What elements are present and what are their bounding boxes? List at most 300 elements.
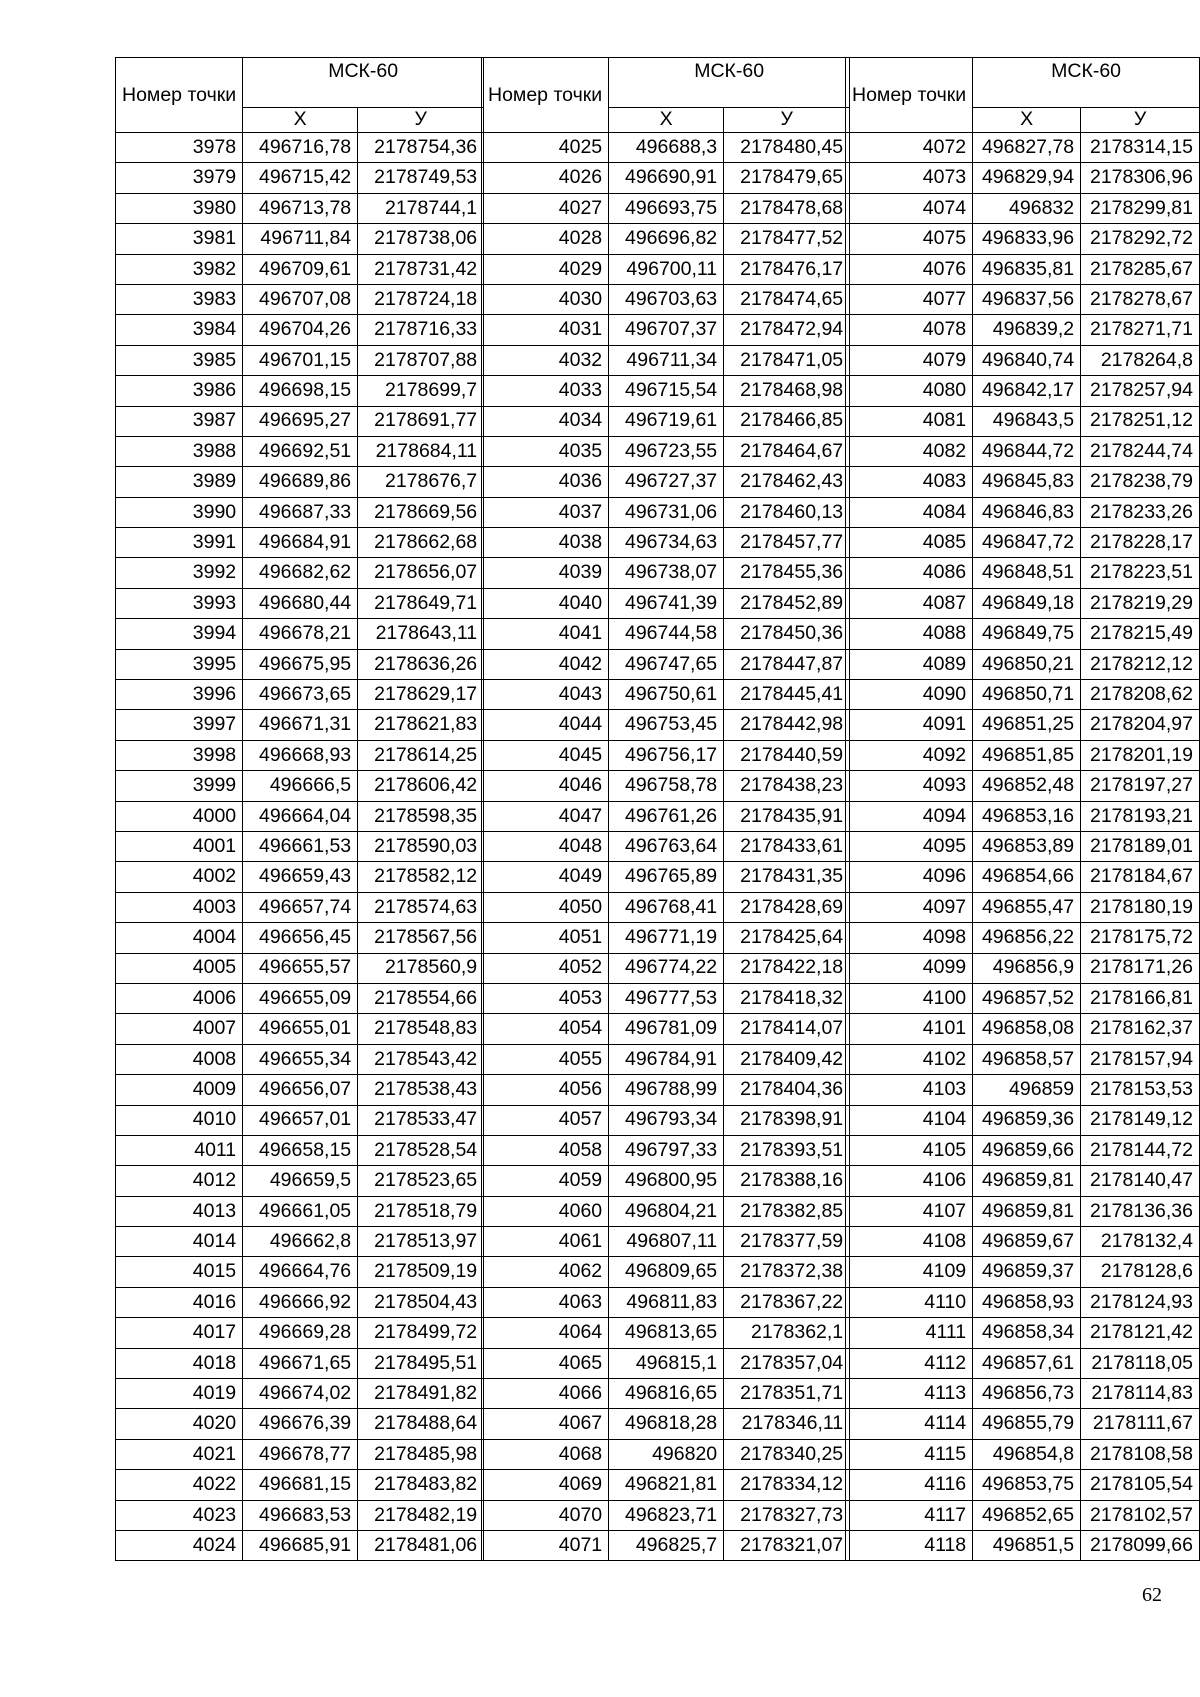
point-number-cell: 4048 (482, 831, 609, 861)
table-row (846, 1318, 1200, 1348)
point-number-cell: 4070 (482, 1500, 609, 1530)
point-number-cell: 3983 (116, 284, 243, 314)
table-body (482, 133, 850, 1561)
point-number-cell: 4005 (116, 953, 243, 983)
point-number-cell: 4077 (846, 284, 973, 314)
x-coordinate-cell: 496857,52 (973, 983, 1081, 1013)
table-row (482, 1196, 850, 1226)
x-coordinate-cell: 496857,61 (973, 1348, 1081, 1378)
y-coordinate-cell: 2178393,51 (724, 1135, 850, 1165)
x-coordinate-cell: 496765,89 (609, 862, 724, 892)
table-row (116, 953, 484, 983)
y-coordinate-cell: 2178102,57 (1081, 1500, 1200, 1530)
table-row (116, 892, 484, 922)
table-row (846, 193, 1200, 223)
x-coordinate-cell: 496846,83 (973, 497, 1081, 527)
point-number-cell: 4114 (846, 1409, 973, 1439)
x-coordinate-cell: 496837,56 (973, 284, 1081, 314)
point-number-cell: 4015 (116, 1257, 243, 1287)
table-row (116, 1318, 484, 1348)
table-row (482, 1135, 850, 1165)
point-number-cell: 4095 (846, 831, 973, 861)
y-coordinate-cell: 2178404,36 (724, 1075, 850, 1105)
x-coordinate-cell: 496680,44 (243, 588, 358, 618)
point-number-cell: 4091 (846, 710, 973, 740)
point-number-cell: 4065 (482, 1348, 609, 1378)
table-row (846, 315, 1200, 345)
point-number-cell: 4069 (482, 1470, 609, 1500)
table-row (116, 1439, 484, 1469)
x-coordinate-cell: 496839,2 (973, 315, 1081, 345)
x-coordinate-cell: 496854,66 (973, 862, 1081, 892)
table-row (482, 983, 850, 1013)
x-coordinate-cell: 496707,08 (243, 284, 358, 314)
y-coordinate-cell: 2178251,12 (1081, 406, 1200, 436)
point-number-cell: 4068 (482, 1439, 609, 1469)
x-coordinate-cell: 496698,15 (243, 376, 358, 406)
x-coordinate-cell: 496849,75 (973, 619, 1081, 649)
y-coordinate-cell: 2178382,85 (724, 1196, 850, 1226)
y-coordinate-cell: 2178233,26 (1081, 497, 1200, 527)
y-coordinate-cell: 2178636,26 (358, 649, 484, 679)
y-coordinate-cell: 2178351,71 (724, 1379, 850, 1409)
point-number-cell: 4046 (482, 771, 609, 801)
point-number-cell: 4054 (482, 1014, 609, 1044)
table-row (846, 862, 1200, 892)
x-coordinate-cell: 496701,15 (243, 345, 358, 375)
table-row (846, 1105, 1200, 1135)
point-number-cell: 4010 (116, 1105, 243, 1135)
table-row (116, 619, 484, 649)
x-coordinate-cell: 496723,55 (609, 436, 724, 466)
table-row (116, 1500, 484, 1530)
x-coordinate-cell: 496659,5 (243, 1166, 358, 1196)
y-coordinate-cell: 2178442,98 (724, 710, 850, 740)
y-coordinate-cell: 2178440,59 (724, 740, 850, 770)
y-coordinate-cell: 2178738,06 (358, 224, 484, 254)
table-row (116, 1196, 484, 1226)
y-coordinate-cell: 2178669,56 (358, 497, 484, 527)
table-row (116, 1166, 484, 1196)
y-coordinate-cell: 2178193,21 (1081, 801, 1200, 831)
x-coordinate-cell: 496859 (973, 1075, 1081, 1105)
y-coordinate-cell: 2178567,56 (358, 923, 484, 953)
table-row (482, 1287, 850, 1317)
point-number-cell: 4042 (482, 649, 609, 679)
table-row (482, 224, 850, 254)
y-coordinate-cell: 2178533,47 (358, 1105, 484, 1135)
x-coordinate-cell: 496858,34 (973, 1318, 1081, 1348)
x-coordinate-cell: 496859,37 (973, 1257, 1081, 1287)
x-coordinate-cell: 496687,33 (243, 497, 358, 527)
point-number-cell: 4080 (846, 376, 973, 406)
point-number-cell: 3991 (116, 528, 243, 558)
y-coordinate-cell: 2178422,18 (724, 953, 850, 983)
y-coordinate-cell: 2178491,82 (358, 1379, 484, 1409)
table-row (482, 1348, 850, 1378)
point-number-cell: 4106 (846, 1166, 973, 1196)
x-coordinate-cell: 496855,47 (973, 892, 1081, 922)
y-coordinate-cell: 2178314,15 (1081, 133, 1200, 163)
y-coordinate-cell: 2178629,17 (358, 680, 484, 710)
table-row (116, 1227, 484, 1257)
y-coordinate-cell: 2178485,98 (358, 1439, 484, 1469)
x-coordinate-cell: 496820 (609, 1439, 724, 1469)
table-row (116, 740, 484, 770)
table-row (482, 1105, 850, 1135)
y-coordinate-cell: 2178189,01 (1081, 831, 1200, 861)
y-coordinate-cell: 2178731,42 (358, 254, 484, 284)
x-column-header: Х (243, 108, 358, 133)
y-coordinate-cell: 2178538,43 (358, 1075, 484, 1105)
table-row (482, 588, 850, 618)
x-coordinate-cell: 496692,51 (243, 436, 358, 466)
y-coordinate-cell: 2178509,19 (358, 1257, 484, 1287)
point-number-header: Номер точки (482, 58, 609, 133)
x-coordinate-cell: 496842,17 (973, 376, 1081, 406)
y-coordinate-cell: 2178749,53 (358, 163, 484, 193)
table-row (116, 923, 484, 953)
y-coordinate-cell: 2178121,42 (1081, 1318, 1200, 1348)
table-row (482, 953, 850, 983)
point-number-cell: 4033 (482, 376, 609, 406)
y-coordinate-cell: 2178582,12 (358, 862, 484, 892)
x-coordinate-cell: 496668,93 (243, 740, 358, 770)
x-coordinate-cell: 496859,81 (973, 1196, 1081, 1226)
coordinate-table-3 (845, 57, 1200, 1561)
x-coordinate-cell: 496781,09 (609, 1014, 724, 1044)
point-number-cell: 4004 (116, 923, 243, 953)
table-row (116, 376, 484, 406)
x-coordinate-cell: 496731,06 (609, 497, 724, 527)
x-coordinate-cell: 496858,93 (973, 1287, 1081, 1317)
point-number-cell: 4038 (482, 528, 609, 558)
x-coordinate-cell: 496678,77 (243, 1439, 358, 1469)
point-number-cell: 4107 (846, 1196, 973, 1226)
y-coordinate-cell: 2178466,85 (724, 406, 850, 436)
table-row (116, 497, 484, 527)
x-coordinate-cell: 496689,86 (243, 467, 358, 497)
y-coordinate-cell: 2178136,36 (1081, 1196, 1200, 1226)
y-coordinate-cell: 2178111,67 (1081, 1409, 1200, 1439)
x-coordinate-cell: 496671,65 (243, 1348, 358, 1378)
table-row (846, 467, 1200, 497)
table-row (482, 710, 850, 740)
table-row (116, 284, 484, 314)
y-coordinate-cell: 2178204,97 (1081, 710, 1200, 740)
x-coordinate-cell: 496758,78 (609, 771, 724, 801)
x-coordinate-cell: 496850,71 (973, 680, 1081, 710)
point-number-cell: 4051 (482, 923, 609, 953)
x-coordinate-cell: 496823,71 (609, 1500, 724, 1530)
table-row (482, 801, 850, 831)
y-coordinate-cell: 2178238,79 (1081, 467, 1200, 497)
table-row (116, 831, 484, 861)
x-coordinate-cell: 496707,37 (609, 315, 724, 345)
y-coordinate-cell: 2178340,25 (724, 1439, 850, 1469)
y-coordinate-cell: 2178208,62 (1081, 680, 1200, 710)
y-coordinate-cell: 2178327,73 (724, 1500, 850, 1530)
x-coordinate-cell: 496843,5 (973, 406, 1081, 436)
point-number-cell: 3994 (116, 619, 243, 649)
point-number-cell: 4036 (482, 467, 609, 497)
table-row (846, 1166, 1200, 1196)
x-coordinate-cell: 496827,78 (973, 133, 1081, 163)
point-number-cell: 4013 (116, 1196, 243, 1226)
y-column-header: У (358, 108, 484, 133)
point-number-cell: 4115 (846, 1439, 973, 1469)
table-row (846, 649, 1200, 679)
x-coordinate-cell: 496851,85 (973, 740, 1081, 770)
x-coordinate-cell: 496685,91 (243, 1530, 358, 1560)
table-row (482, 1227, 850, 1257)
point-number-cell: 4085 (846, 528, 973, 558)
table-row (482, 406, 850, 436)
point-number-cell: 3990 (116, 497, 243, 527)
x-coordinate-cell: 496813,65 (609, 1318, 724, 1348)
point-number-cell: 3998 (116, 740, 243, 770)
point-number-cell: 4055 (482, 1044, 609, 1074)
x-coordinate-cell: 496771,19 (609, 923, 724, 953)
point-number-cell: 4079 (846, 345, 973, 375)
point-number-cell: 4052 (482, 953, 609, 983)
y-coordinate-cell: 2178299,81 (1081, 193, 1200, 223)
x-coordinate-cell: 496809,65 (609, 1257, 724, 1287)
x-coordinate-cell: 496681,15 (243, 1470, 358, 1500)
y-coordinate-cell: 2178171,26 (1081, 953, 1200, 983)
y-coordinate-cell: 2178614,25 (358, 740, 484, 770)
point-number-cell: 4002 (116, 862, 243, 892)
point-number-cell: 4102 (846, 1044, 973, 1074)
y-coordinate-cell: 2178548,83 (358, 1014, 484, 1044)
x-coordinate-cell: 496659,43 (243, 862, 358, 892)
y-coordinate-cell: 2178367,22 (724, 1287, 850, 1317)
y-coordinate-cell: 2178691,77 (358, 406, 484, 436)
point-number-cell: 4060 (482, 1196, 609, 1226)
x-coordinate-cell: 496821,81 (609, 1470, 724, 1500)
table-row (482, 831, 850, 861)
x-coordinate-cell: 496658,15 (243, 1135, 358, 1165)
x-coordinate-cell: 496847,72 (973, 528, 1081, 558)
table-row (846, 983, 1200, 1013)
x-coordinate-cell: 496741,39 (609, 588, 724, 618)
table-row (482, 1379, 850, 1409)
y-coordinate-cell: 2178468,98 (724, 376, 850, 406)
x-coordinate-cell: 496661,05 (243, 1196, 358, 1226)
table-row (116, 1105, 484, 1135)
y-coordinate-cell: 2178228,17 (1081, 528, 1200, 558)
x-coordinate-cell: 496835,81 (973, 254, 1081, 284)
table-row (116, 680, 484, 710)
point-number-cell: 4089 (846, 649, 973, 679)
y-coordinate-cell: 2178560,9 (358, 953, 484, 983)
y-coordinate-cell: 2178499,72 (358, 1318, 484, 1348)
table-row (482, 1014, 850, 1044)
y-coordinate-cell: 2178464,67 (724, 436, 850, 466)
point-number-cell: 4062 (482, 1257, 609, 1287)
point-number-cell: 4024 (116, 1530, 243, 1560)
x-column-header: Х (609, 108, 724, 133)
point-number-cell: 4014 (116, 1227, 243, 1257)
table-row (846, 1257, 1200, 1287)
point-number-cell: 4087 (846, 588, 973, 618)
point-number-cell: 3996 (116, 680, 243, 710)
y-coordinate-cell: 2178140,47 (1081, 1166, 1200, 1196)
point-number-cell: 4098 (846, 923, 973, 953)
point-number-cell: 4086 (846, 558, 973, 588)
y-coordinate-cell: 2178649,71 (358, 588, 484, 618)
table-row (846, 923, 1200, 953)
x-coordinate-cell: 496666,5 (243, 771, 358, 801)
x-coordinate-cell: 496669,28 (243, 1318, 358, 1348)
x-coordinate-cell: 496850,21 (973, 649, 1081, 679)
point-number-cell: 3982 (116, 254, 243, 284)
y-coordinate-cell: 2178754,36 (358, 133, 484, 163)
x-coordinate-cell: 496859,66 (973, 1135, 1081, 1165)
table-row (482, 284, 850, 314)
x-coordinate-cell: 496807,11 (609, 1227, 724, 1257)
table-row (116, 1379, 484, 1409)
x-coordinate-cell: 496777,53 (609, 983, 724, 1013)
x-coordinate-cell: 496716,78 (243, 133, 358, 163)
table-row (846, 1135, 1200, 1165)
y-coordinate-cell: 2178153,53 (1081, 1075, 1200, 1105)
x-coordinate-cell: 496673,65 (243, 680, 358, 710)
point-number-cell: 3979 (116, 163, 243, 193)
y-coordinate-cell: 2178162,37 (1081, 1014, 1200, 1044)
point-number-cell: 4076 (846, 254, 973, 284)
table-row (116, 649, 484, 679)
y-coordinate-cell: 2178684,11 (358, 436, 484, 466)
y-coordinate-cell: 2178477,52 (724, 224, 850, 254)
table-row (846, 953, 1200, 983)
table-row (482, 1470, 850, 1500)
x-coordinate-cell: 496711,34 (609, 345, 724, 375)
table-row (482, 528, 850, 558)
table-row (116, 1257, 484, 1287)
x-coordinate-cell: 496858,08 (973, 1014, 1081, 1044)
table-row (482, 133, 850, 163)
point-number-header: Номер точки (846, 58, 973, 133)
x-coordinate-cell: 496811,83 (609, 1287, 724, 1317)
table-row (116, 1409, 484, 1439)
y-coordinate-cell: 2178523,65 (358, 1166, 484, 1196)
point-number-cell: 4039 (482, 558, 609, 588)
point-number-cell: 4037 (482, 497, 609, 527)
table-row (116, 1044, 484, 1074)
point-number-cell: 4012 (116, 1166, 243, 1196)
point-number-cell: 3981 (116, 224, 243, 254)
point-number-cell: 4112 (846, 1348, 973, 1378)
table-row (846, 1439, 1200, 1469)
point-number-cell: 3987 (116, 406, 243, 436)
point-number-cell: 4101 (846, 1014, 973, 1044)
y-coordinate-cell: 2178438,23 (724, 771, 850, 801)
y-coordinate-cell: 2178744,1 (358, 193, 484, 223)
x-coordinate-cell: 496700,11 (609, 254, 724, 284)
point-number-cell: 4084 (846, 497, 973, 527)
point-number-cell: 4073 (846, 163, 973, 193)
point-number-cell: 4083 (846, 467, 973, 497)
coordinate-table-1 (115, 57, 484, 1561)
x-coordinate-cell: 496704,26 (243, 315, 358, 345)
table-row (846, 801, 1200, 831)
y-coordinate-cell: 2178676,7 (358, 467, 484, 497)
table-row (846, 133, 1200, 163)
table-row (116, 1014, 484, 1044)
x-coordinate-cell: 496859,36 (973, 1105, 1081, 1135)
table-row (482, 1439, 850, 1469)
x-coordinate-cell: 496696,82 (609, 224, 724, 254)
y-coordinate-cell: 2178495,51 (358, 1348, 484, 1378)
point-number-cell: 4100 (846, 983, 973, 1013)
table-row (482, 892, 850, 922)
y-coordinate-cell: 2178292,72 (1081, 224, 1200, 254)
point-number-cell: 4023 (116, 1500, 243, 1530)
y-coordinate-cell: 2178257,94 (1081, 376, 1200, 406)
table-row (116, 193, 484, 223)
x-coordinate-cell: 496703,63 (609, 284, 724, 314)
y-coordinate-cell: 2178428,69 (724, 892, 850, 922)
table-row (482, 923, 850, 953)
page-number: 62 (1142, 1584, 1162, 1606)
table-row (846, 831, 1200, 861)
y-coordinate-cell: 2178621,83 (358, 710, 484, 740)
x-coordinate-cell: 496655,09 (243, 983, 358, 1013)
table-row (116, 224, 484, 254)
point-number-cell: 4027 (482, 193, 609, 223)
table-row (116, 315, 484, 345)
y-coordinate-cell: 2178180,19 (1081, 892, 1200, 922)
y-coordinate-cell: 2178598,35 (358, 801, 484, 831)
point-number-cell: 4074 (846, 193, 973, 223)
y-coordinate-cell: 2178124,93 (1081, 1287, 1200, 1317)
y-coordinate-cell: 2178445,41 (724, 680, 850, 710)
table-row (846, 376, 1200, 406)
y-coordinate-cell: 2178425,64 (724, 923, 850, 953)
y-coordinate-cell: 2178699,7 (358, 376, 484, 406)
table-row (482, 862, 850, 892)
y-coordinate-cell: 2178132,4 (1081, 1227, 1200, 1257)
x-coordinate-cell: 496825,7 (609, 1530, 724, 1560)
point-number-cell: 4045 (482, 740, 609, 770)
point-number-cell: 4097 (846, 892, 973, 922)
x-coordinate-cell: 496853,16 (973, 801, 1081, 831)
x-coordinate-cell: 496747,65 (609, 649, 724, 679)
x-coordinate-cell: 496804,21 (609, 1196, 724, 1226)
x-coordinate-cell: 496662,8 (243, 1227, 358, 1257)
y-coordinate-cell: 2178479,65 (724, 163, 850, 193)
y-coordinate-cell: 2178643,11 (358, 619, 484, 649)
point-number-cell: 4082 (846, 436, 973, 466)
y-column-header: У (724, 108, 850, 133)
table-row (846, 680, 1200, 710)
y-coordinate-cell: 2178716,33 (358, 315, 484, 345)
x-coordinate-cell: 496855,79 (973, 1409, 1081, 1439)
table-row (846, 528, 1200, 558)
table-row (482, 1318, 850, 1348)
point-number-cell: 4061 (482, 1227, 609, 1257)
point-number-cell: 4032 (482, 345, 609, 375)
point-number-cell: 3980 (116, 193, 243, 223)
y-coordinate-cell: 2178215,49 (1081, 619, 1200, 649)
y-coordinate-cell: 2178264,8 (1081, 345, 1200, 375)
point-number-cell: 4031 (482, 315, 609, 345)
point-number-cell: 4064 (482, 1318, 609, 1348)
x-coordinate-cell: 496851,5 (973, 1530, 1081, 1560)
y-coordinate-cell: 2178554,66 (358, 983, 484, 1013)
x-coordinate-cell: 496666,92 (243, 1287, 358, 1317)
